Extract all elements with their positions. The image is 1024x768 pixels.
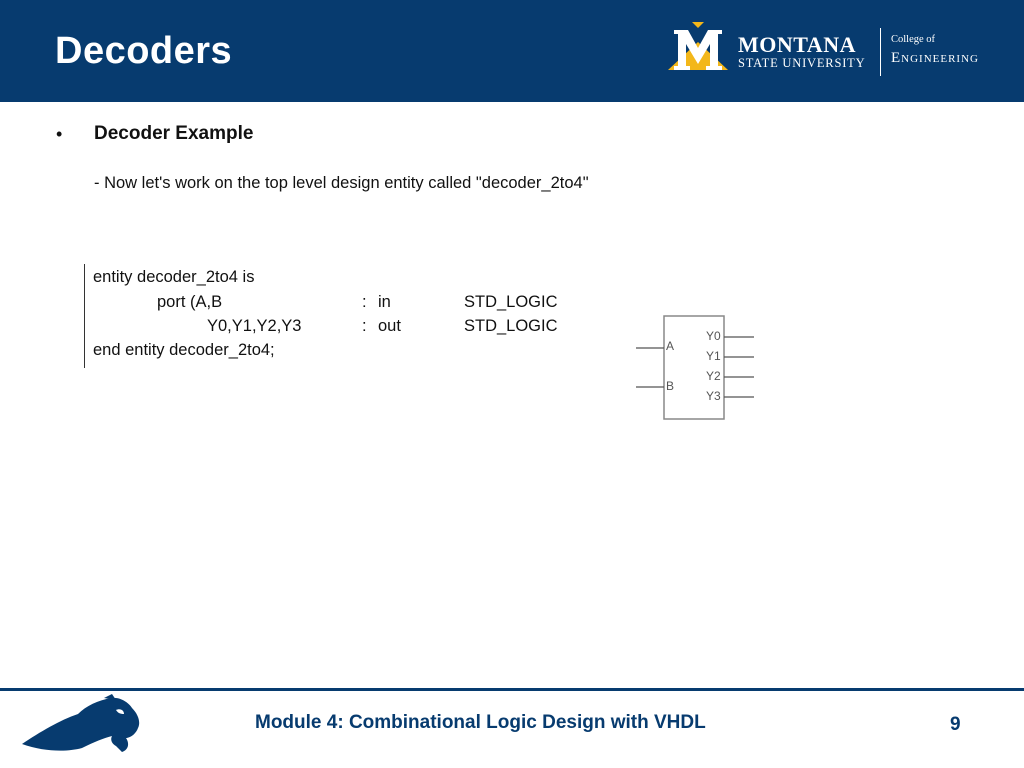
logo-text-montana: MONTANA [738,32,856,57]
code-type-input: STD_LOGIC [464,293,558,311]
description-text: - Now let's work on the top level design entity called "decoder_2to4" [94,174,589,192]
header-bar [0,0,1024,102]
code-line-port-inputs: port (A,B [157,293,223,311]
section-heading: Decoder Example [94,123,254,144]
logo-divider [880,28,881,76]
input-label-b: B [666,379,675,393]
logo-text-state-university: STATE UNIVERSITY [738,56,866,70]
code-left-border [84,264,85,368]
output-label-y0: Y0 [706,329,721,343]
code-line-end-entity: end entity decoder_2to4; [93,341,275,359]
page-number: 9 [950,714,961,735]
bullet-point: • [56,124,63,144]
msu-logo [664,22,1014,82]
code-direction-in: in [378,293,391,311]
output-label-y2: Y2 [706,369,721,383]
page-title: Decoders [55,30,233,72]
code-type-output: STD_LOGIC [464,317,558,335]
code-colon: : [362,317,367,335]
footer-divider [0,688,1024,691]
code-colon: : [362,293,367,311]
code-line-entity: entity decoder_2to4 is [93,268,255,286]
code-line-port-outputs: Y0,Y1,Y2,Y3 [207,317,302,335]
input-label-a: A [666,339,675,353]
logo-text-engineering: Engineering [891,50,979,66]
msu-m-logo-icon [664,22,732,78]
logo-text-college-of: College of [891,34,936,45]
output-label-y1: Y1 [706,349,721,363]
bobcat-logo-icon [20,694,144,756]
output-label-y3: Y3 [706,389,721,403]
footer-module-title: Module 4: Combinational Logic Design with VHDL [255,712,706,733]
decoder-block-diagram [630,310,760,425]
code-direction-out: out [378,317,401,335]
